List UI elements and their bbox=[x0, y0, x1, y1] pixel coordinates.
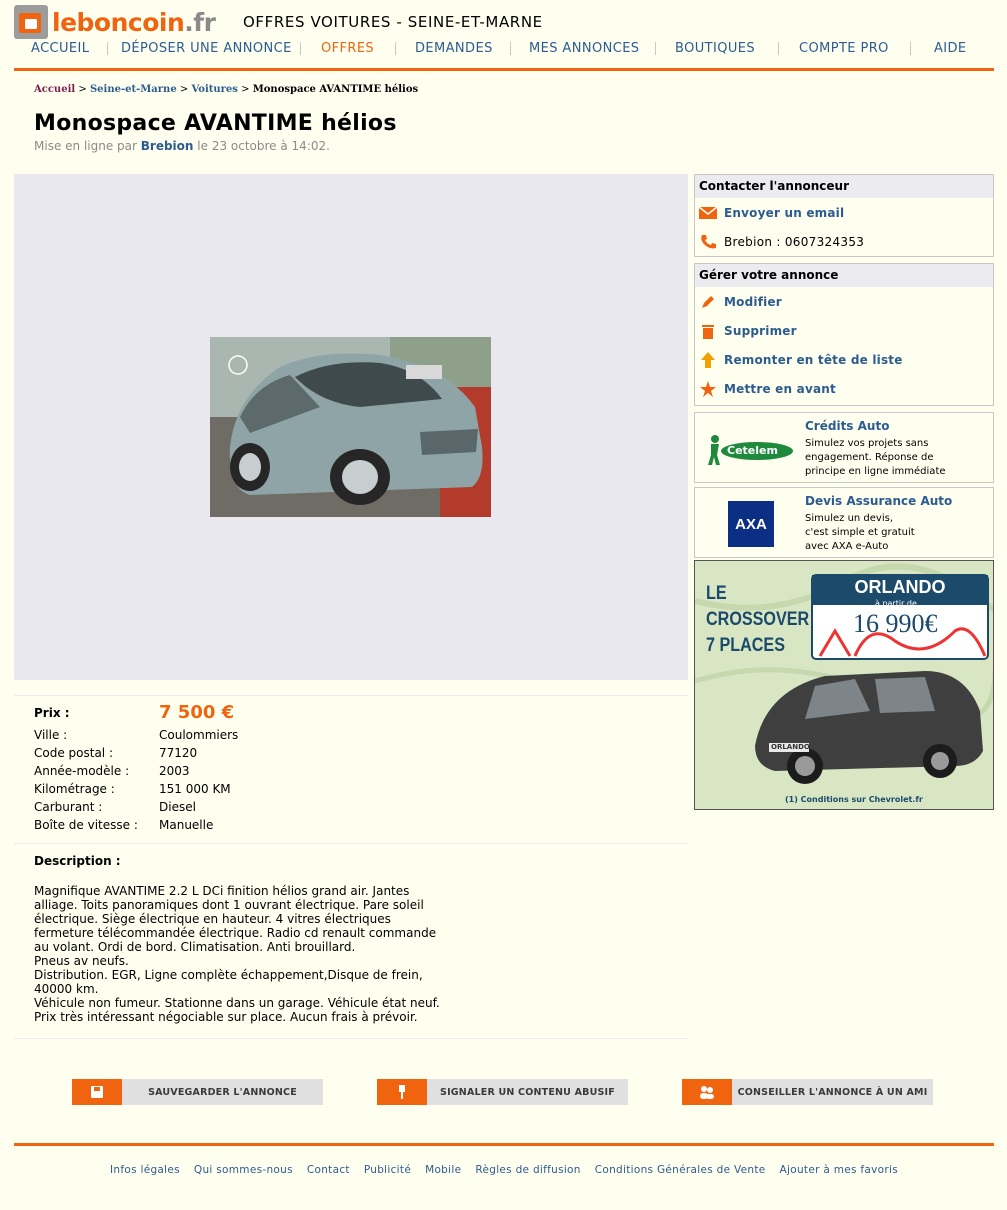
nav-offers[interactable]: OFFRES bbox=[321, 41, 375, 56]
bump-ad-label: Remonter en tête de liste bbox=[724, 352, 903, 367]
nav-separator bbox=[300, 42, 301, 55]
author-link[interactable]: Brebion bbox=[140, 139, 194, 153]
fuel-label: Carburant : bbox=[34, 800, 103, 814]
pin-icon bbox=[377, 1079, 427, 1105]
nav-requests[interactable]: DEMANDES bbox=[415, 41, 493, 56]
save-ad-label: SAUVEGARDER L'ANNONCE bbox=[122, 1079, 323, 1105]
description-text: Magnifique AVANTIME 2.2 L DCi finition hélios grand air. Jantes alliage. Toits panoramiques dont 1 ouvrant électrique. Pare soleil électrique. Siège électrique en hauteur. 4 vitres électriques fermeture télécommandée électrique. Radio cd renault commande au volant. Ordi de bord. Climatisation. Anti brouillard. Pneus av neufs. Distribution. EGR, Ligne complète échappement,Disque de frein, 40000 km. Véhicule non fumeur. Stationne dans un garage. Véhicule état neuf. Prix très intéressant négociable sur place. Aucun frais à prévoir. bbox=[34, 884, 440, 1024]
floppy-disk-icon bbox=[72, 1079, 122, 1105]
people-icon bbox=[682, 1079, 732, 1105]
send-email-label: Envoyer un email bbox=[724, 205, 845, 220]
banner-plate: ORLANDO bbox=[771, 743, 810, 751]
year-label: Année-modèle : bbox=[34, 764, 130, 778]
share-with-friend-label: CONSEILLER L'ANNONCE À UN AMI bbox=[732, 1079, 933, 1105]
banner-headline-line2: CROSSOVER bbox=[706, 609, 810, 630]
banner-headline bbox=[706, 581, 809, 659]
banner-model: ORLANDO bbox=[854, 577, 946, 597]
posted-info bbox=[34, 139, 330, 153]
credit-promo[interactable] bbox=[694, 412, 994, 483]
nav-separator bbox=[655, 42, 656, 55]
pencil-icon bbox=[697, 292, 719, 312]
city-label: Ville : bbox=[34, 728, 68, 742]
banner-footnote: (1) Conditions sur Chevrolet.fr bbox=[785, 795, 923, 804]
bump-ad-link[interactable] bbox=[695, 345, 993, 374]
breadcrumb-region[interactable]: Seine-et-Marne bbox=[89, 84, 177, 95]
breadcrumb-sep: > bbox=[78, 84, 87, 95]
banner-from: à partir de bbox=[875, 599, 917, 608]
phone-icon bbox=[697, 232, 719, 252]
insurance-promo-text: Simulez un devis, c'est simple et gratuit avec AXA e-Auto bbox=[805, 513, 915, 552]
price-label: Prix : bbox=[34, 706, 70, 720]
footer-mobile[interactable]: Mobile bbox=[425, 1164, 462, 1176]
gearbox-value: Manuelle bbox=[159, 818, 214, 832]
car-photo-image bbox=[210, 337, 491, 517]
posted-prefix: Mise en ligne par bbox=[34, 139, 137, 153]
breadcrumb-current: Monospace AVANTIME hélios bbox=[252, 84, 419, 95]
insurance-promo-title: Devis Assurance Auto bbox=[805, 494, 953, 508]
breadcrumb-sep: > bbox=[241, 84, 250, 95]
report-abuse-button[interactable] bbox=[377, 1079, 628, 1105]
nav-shops[interactable]: BOUTIQUES bbox=[675, 41, 756, 56]
delete-ad-link[interactable] bbox=[695, 316, 993, 345]
manage-box-title: Gérer votre annonce bbox=[695, 264, 993, 287]
breadcrumb-category[interactable]: Voitures bbox=[191, 84, 238, 95]
phone-row bbox=[695, 227, 993, 256]
banner-headline-line1: LE bbox=[706, 583, 727, 604]
contact-box bbox=[694, 174, 994, 257]
year-value: 2003 bbox=[159, 764, 190, 778]
footer-favorites[interactable]: Ajouter à mes favoris bbox=[779, 1164, 898, 1176]
nav-my-ads[interactable]: MES ANNONCES bbox=[529, 41, 640, 56]
main-nav bbox=[14, 41, 994, 59]
credit-promo-text: Simulez vos projets sans engagement. Réponse de principe en ligne immédiate bbox=[805, 438, 946, 477]
feature-ad-link[interactable] bbox=[695, 374, 993, 403]
footer-links bbox=[14, 1164, 994, 1176]
manage-box bbox=[694, 263, 994, 406]
send-email-link[interactable] bbox=[695, 198, 993, 227]
banner-price: 16 990€ bbox=[853, 609, 938, 638]
footer-advertising[interactable]: Publicité bbox=[363, 1164, 412, 1176]
nav-separator bbox=[778, 42, 779, 55]
chevrolet-ad-banner[interactable] bbox=[694, 560, 994, 810]
footer-contact[interactable]: Contact bbox=[306, 1164, 350, 1176]
contact-box-title: Contacter l'annonceur bbox=[695, 175, 993, 198]
cetelem-logo bbox=[705, 431, 795, 467]
trash-icon bbox=[697, 321, 719, 341]
credit-promo-title: Crédits Auto bbox=[805, 419, 890, 433]
price-value: 7 500 € bbox=[159, 702, 235, 723]
footer-divider bbox=[14, 1143, 994, 1146]
page-section-title: OFFRES VOITURES - SEINE-ET-MARNE bbox=[243, 13, 543, 31]
logo-main-text: leboncoin bbox=[52, 7, 185, 37]
footer-terms[interactable]: Conditions Générales de Vente bbox=[594, 1164, 766, 1176]
nav-home[interactable]: ACCUEIL bbox=[31, 41, 90, 56]
postal-code-label: Code postal : bbox=[34, 746, 113, 760]
page-title: Monospace AVANTIME hélios bbox=[34, 111, 397, 136]
phone-number: Brebion : 0607324353 bbox=[724, 234, 865, 249]
banner-headline-line3: 7 PLACES bbox=[706, 635, 785, 656]
nav-post-ad[interactable]: DÉPOSER UNE ANNONCE bbox=[121, 41, 292, 56]
nav-separator bbox=[107, 42, 108, 55]
description-end-divider bbox=[14, 1038, 688, 1039]
report-abuse-label: SIGNALER UN CONTENU ABUSIF bbox=[427, 1079, 628, 1105]
nav-help[interactable]: AIDE bbox=[934, 41, 967, 56]
axa-logo bbox=[728, 501, 774, 547]
edit-ad-link[interactable] bbox=[695, 287, 993, 316]
posted-date: le 23 octobre à 14:02. bbox=[197, 139, 330, 153]
footer-rules[interactable]: Règles de diffusion bbox=[475, 1164, 581, 1176]
nav-pro-account[interactable]: COMPTE PRO bbox=[799, 41, 889, 56]
mileage-value: 151 000 KM bbox=[159, 782, 231, 796]
postal-code-value: 77120 bbox=[159, 746, 198, 760]
description-label: Description : bbox=[34, 854, 121, 868]
breadcrumb-sep: > bbox=[179, 84, 189, 95]
cetelem-logo-text: Cetelem bbox=[727, 444, 778, 457]
insurance-promo[interactable] bbox=[694, 487, 994, 558]
header-divider bbox=[14, 68, 994, 71]
save-ad-button[interactable] bbox=[72, 1079, 323, 1105]
axa-logo-text: AXA bbox=[735, 515, 767, 533]
details-divider bbox=[14, 695, 688, 696]
breadcrumb-home[interactable]: Accueil bbox=[34, 84, 76, 95]
nav-separator bbox=[510, 42, 511, 55]
logo-box-icon bbox=[14, 5, 48, 39]
nav-separator bbox=[395, 42, 396, 55]
nav-separator bbox=[910, 42, 911, 55]
gearbox-label: Boîte de vitesse : bbox=[34, 818, 138, 832]
fuel-value: Diesel bbox=[159, 800, 196, 814]
star-icon bbox=[697, 379, 719, 399]
footer-legal[interactable]: Infos légales bbox=[110, 1164, 180, 1176]
site-logo[interactable] bbox=[14, 4, 215, 40]
car-photo[interactable] bbox=[210, 337, 491, 517]
mileage-label: Kilométrage : bbox=[34, 782, 115, 796]
breadcrumb bbox=[34, 84, 418, 95]
arrow-up-icon bbox=[697, 350, 719, 370]
description-divider bbox=[14, 843, 688, 844]
feature-ad-label: Mettre en avant bbox=[724, 381, 836, 396]
edit-ad-label: Modifier bbox=[724, 294, 782, 309]
footer-about[interactable]: Qui sommes-nous bbox=[193, 1164, 293, 1176]
share-with-friend-button[interactable] bbox=[682, 1079, 933, 1105]
city-value: Coulommiers bbox=[159, 728, 239, 742]
logo-tld-text: .fr bbox=[184, 7, 216, 37]
envelope-icon bbox=[697, 203, 719, 223]
delete-ad-label: Supprimer bbox=[724, 323, 797, 338]
